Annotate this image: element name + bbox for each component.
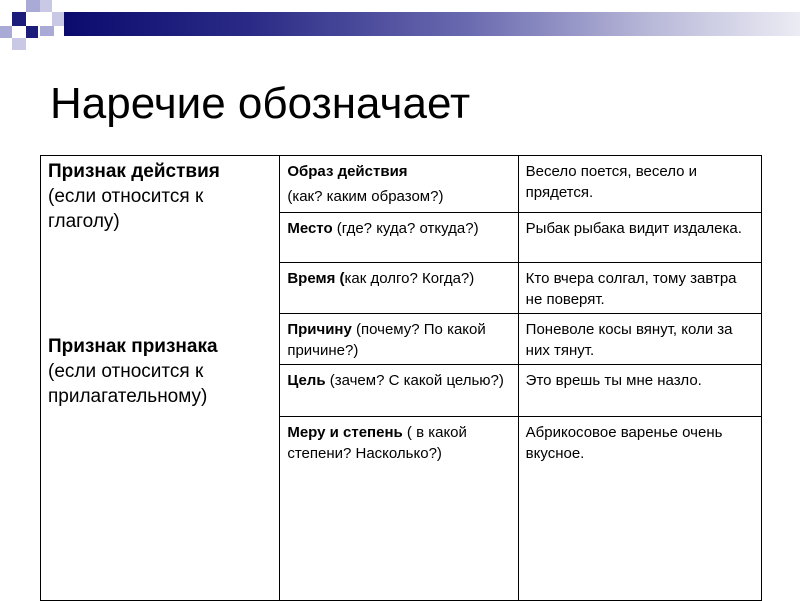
decor-square [40,26,54,36]
meaning-question: (где? куда? откуда?) [332,220,479,238]
meaning-term: Меру и степень [287,423,403,441]
meaning-question: (зачем? С какой целью?) [325,372,504,390]
category-action [48,159,271,234]
slide-title: Наречие обозначает [50,79,471,128]
header-gradient-bar [64,12,800,36]
example-text: Поневоле косы вянут, коли за них тянут. [525,321,733,360]
adverb-meaning-table [40,155,762,601]
meaning-cell [280,416,518,600]
decor-square [52,12,64,26]
meaning-term: Цель [287,372,326,390]
category-attribute [48,334,271,409]
example-text: Кто вчера солгал, тому завтра не поверят. [525,270,737,309]
table-row [41,156,762,213]
decor-square [40,0,52,12]
category-title: Признак признака [48,336,218,357]
example-cell [518,263,761,314]
meaning-term: Время ( [287,270,345,288]
example-text: Весело поется, весело и прядется. [525,163,698,201]
meaning-term: Место [287,220,333,238]
meaning-cell [280,365,518,416]
decor-square [26,26,38,38]
example-cell [518,213,761,263]
meaning-cell [280,213,518,263]
example-cell [518,416,761,600]
example-cell [518,365,761,416]
meaning-cell [280,263,518,314]
decor-square [26,0,40,12]
meaning-question: (как? каким образом?) [287,188,444,205]
example-text: Абрикосовое варенье очень вкусное. [525,423,723,462]
left-category-cell [41,156,280,601]
meaning-cell [280,314,518,365]
category-note: (если относится к прилагательному) [48,361,208,407]
meaning-term: Образ действия [287,163,408,180]
example-text: Это врешь ты мне назло. [525,372,702,390]
meaning-question: ( в какой степени? Насколько?) [287,423,467,462]
example-cell [518,156,761,213]
meaning-question: (почему? По какой причине?) [287,321,486,360]
category-title: Признак действия [48,161,220,182]
decor-square [0,26,12,38]
meaning-question: как долго? Когда?) [344,270,475,288]
example-cell [518,314,761,365]
category-note: (если относится к глаголу) [48,186,204,232]
decor-square [12,38,26,50]
example-text: Рыбак рыбака видит издалека. [525,220,742,238]
meaning-term: Причину [287,321,352,339]
meaning-cell [280,156,518,213]
decor-square [12,12,26,26]
